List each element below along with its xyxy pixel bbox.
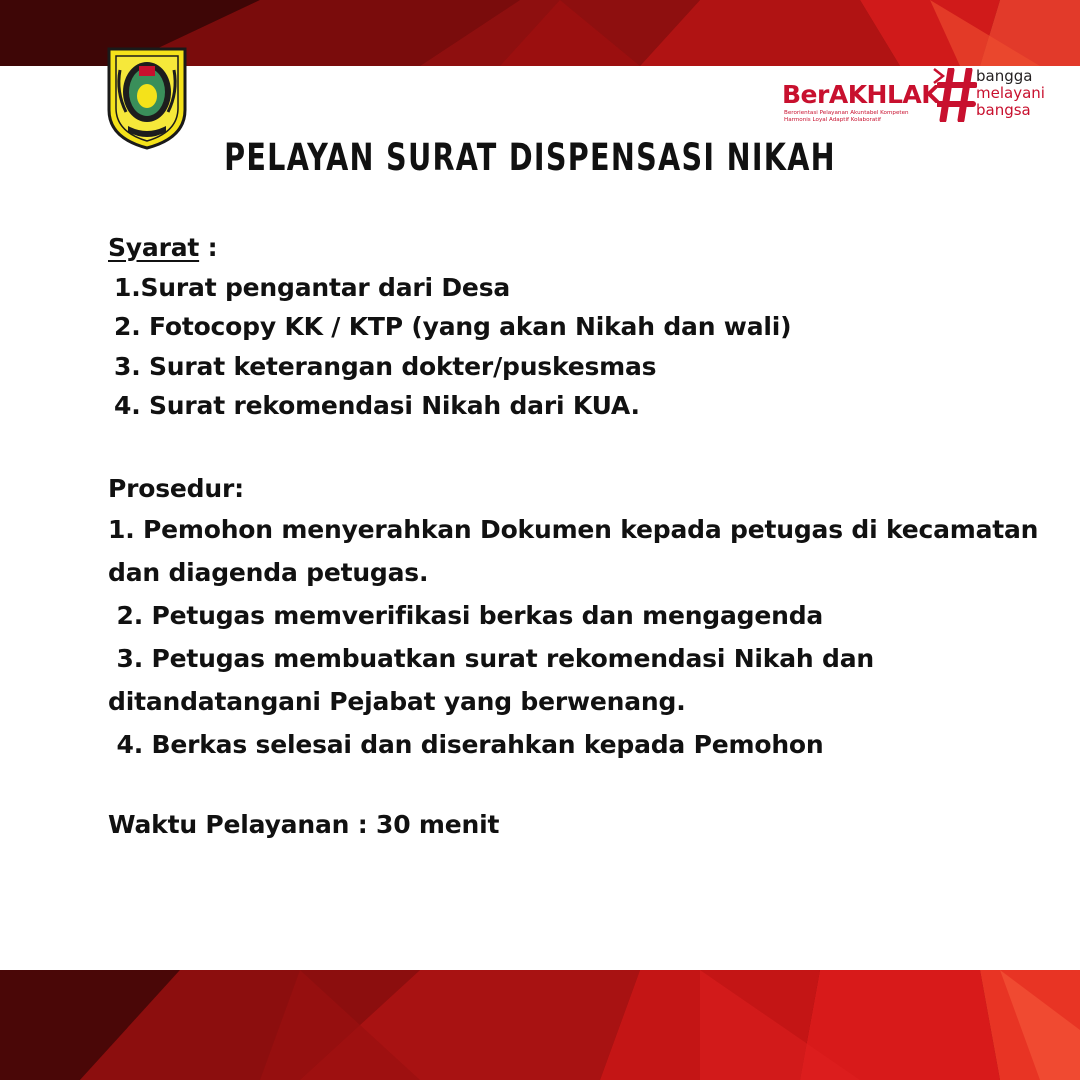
syarat-heading-suffix: : — [199, 233, 218, 262]
section-spacer — [108, 426, 1068, 469]
logo-hashtag-line: bangsa — [976, 101, 1031, 119]
logo-hashtag-line: bangga — [976, 67, 1033, 85]
prosedur-line: 3. Petugas membuatkan surat rekomendasi Nikah dan — [108, 644, 874, 673]
logo-tagline-line1: Berorientasi Pelayanan Akuntabel Kompeten — [784, 110, 909, 116]
prosedur-line: ditandatangani Pejabat yang berwenang. — [108, 687, 686, 716]
page-title: PELAYAN SURAT DISPENSASI NIKAH — [224, 136, 836, 179]
waktu-pelayanan: Waktu Pelayanan : 30 menit — [108, 810, 500, 839]
logo-hashtag-line: melayani — [976, 84, 1045, 102]
prosedur-line: dan diagenda petugas. — [108, 558, 429, 587]
syarat-heading-label: Syarat — [108, 233, 200, 262]
section-spacer — [108, 766, 1068, 805]
logo-tagline-line2: Harmonis Loyal Adaptif Kolaboratif — [784, 117, 881, 123]
prosedur-line: 1. Pemohon menyerahkan Dokumen kepada petugas di kecamatan — [108, 515, 1039, 544]
content-body — [108, 228, 1068, 845]
syarat-item: 3. Surat keterangan dokter/puskesmas — [114, 351, 657, 381]
bottom-decorative-band — [0, 970, 1080, 1080]
prosedur-heading: Prosedur: — [108, 473, 244, 503]
kabupaten-emblem-icon — [106, 46, 188, 150]
prosedur-line: 4. Berkas selesai dan diserahkan kepada Pemohon — [108, 730, 824, 759]
syarat-item: 2. Fotocopy KK / KTP (yang akan Nikah dan wali) — [114, 312, 792, 341]
syarat-item: 1.Surat pengantar dari Desa — [114, 272, 511, 302]
logo-word: BerAKHLAK — [782, 80, 941, 109]
logo-hashtag-text — [976, 68, 1045, 119]
syarat-heading — [108, 228, 1068, 268]
hashtag-icon — [937, 68, 977, 122]
logo-tagline — [784, 110, 909, 124]
prosedur-line: 2. Petugas memverifikasi berkas dan mengagenda — [108, 601, 824, 630]
syarat-item: 4. Surat rekomendasi Nikah dari KUA. — [114, 391, 640, 420]
berakhlak-logo — [782, 66, 1062, 126]
